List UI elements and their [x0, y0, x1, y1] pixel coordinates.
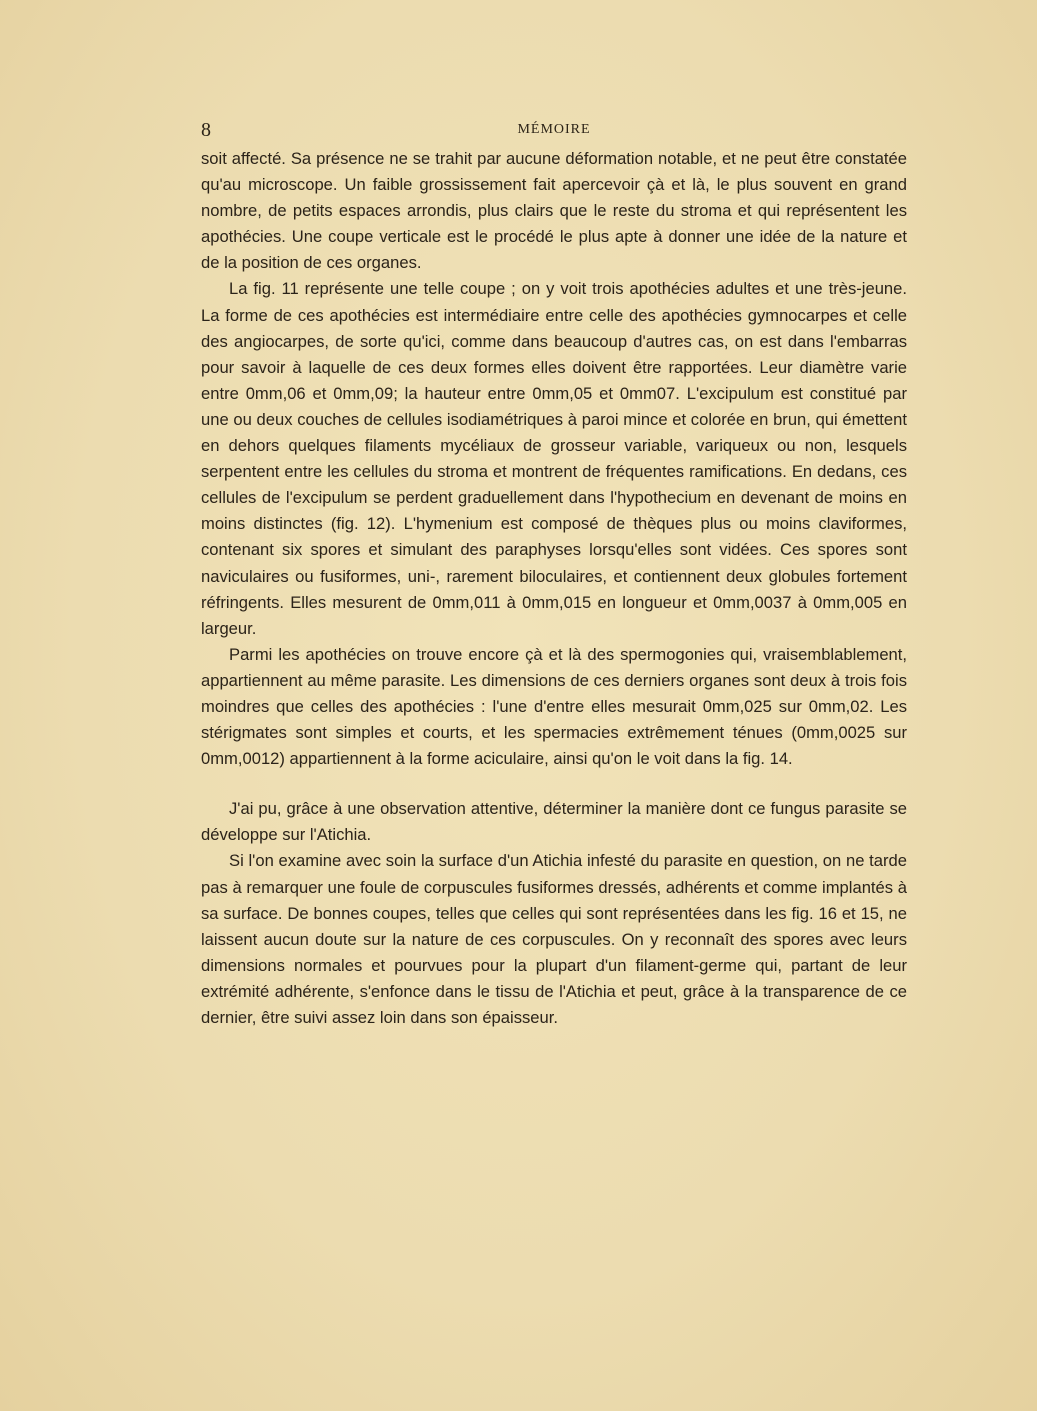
paragraph: La fig. 11 représente une telle coupe ; on y voit trois apothécies adultes et une très-jeune. La forme de ces apothécies est intermédiaire entre celle des apothécies gymnocarpes et celle des angiocarpes, de sorte qu'ici, comme dans beaucoup d'autres cas, on est dans l'embarras pour savoir à laquelle de ces deux formes elles doivent être rapportées. Leur diamètre varie entre 0mm,06 et 0mm,09; la hauteur entre 0mm,05 et 0mm07. L'excipulum est constitué par une ou deux couches de cellules isodiamétriques à paroi mince et colorée en brun, qui émettent en dehors quelques filaments mycéliaux de grosseur variable, variqueux ou non, lesquels serpentent entre les cellules du stroma et montrent de fréquentes ramifications. En dedans, ces cellules de l'excipulum se perdent graduellement dans l'hypothecium en devenant de moins en moins distinctes (fig. 12). L'hymenium est composé de thèques plus ou moins claviformes, contenant six spores et simulant des paraphyses lorsqu'elles sont vidées. Ces spores sont naviculaires ou fusiformes, uni-, rarement biloculaires, et contiennent deux globules fortement réfringents. Elles mesurent de 0mm,011 à 0mm,015 en longueur et 0mm,0037 à 0mm,005 en largeur. — [201, 279, 907, 638]
page-number: 8 — [201, 119, 211, 141]
running-title: MÉMOIRE — [517, 122, 591, 137]
page-header — [201, 119, 907, 141]
paragraph: soit affecté. Sa présence ne se trahit par aucune déformation notable, et ne peut être constatée qu'au microscope. Un faible grossissement fait apercevoir çà et là, le plus souvent en grand nombre, de petits espaces arrondis, plus clairs que le reste du stroma et qui représentent les apothécies. Une coupe verticale est le procédé le plus apte à donner une idée de la nature et de la position de ces organes. — [201, 149, 907, 273]
body-text — [201, 146, 907, 1031]
paragraph: Parmi les apothécies on trouve encore çà et là des spermogonies qui, vraisemblablement, appartiennent au même parasite. Les dimensions de ces derniers organes sont deux à trois fois moindres que celles des apothécies : l'une d'entre elles mesurait 0mm,025 sur 0mm,02. Les stérigmates sont simples et courts, et les spermacies extrêmement ténues (0mm,0025 sur 0mm,0012) appartiennent à la forme aciculaire, ainsi qu'on le voit dans la fig. 14. — [201, 644, 907, 769]
paragraph: J'ai pu, grâce à une observation attentive, déterminer la manière dont ce fungus parasite se développe sur l'Atichia. — [201, 799, 907, 845]
paragraph: Si l'on examine avec soin la surface d'un Atichia infesté du parasite en question, on ne tarde pas à remarquer une foule de corpuscules fusiformes dressés, adhérents et comme implantés à sa surface. De bonnes coupes, telles que celles qui sont représentées dans les fig. 16 et 15, ne laissent aucun doute sur la nature de ces corpuscules. On y reconnaît des spores avec leurs dimensions normales et pourvues pour la plupart d'un filament-germe qui, partant de leur extrémité adhérente, s'enfonce dans le tissu de l'Atichia et peut, grâce à la transparence de ce dernier, être suivi assez loin dans son épaisseur. — [201, 851, 907, 1027]
